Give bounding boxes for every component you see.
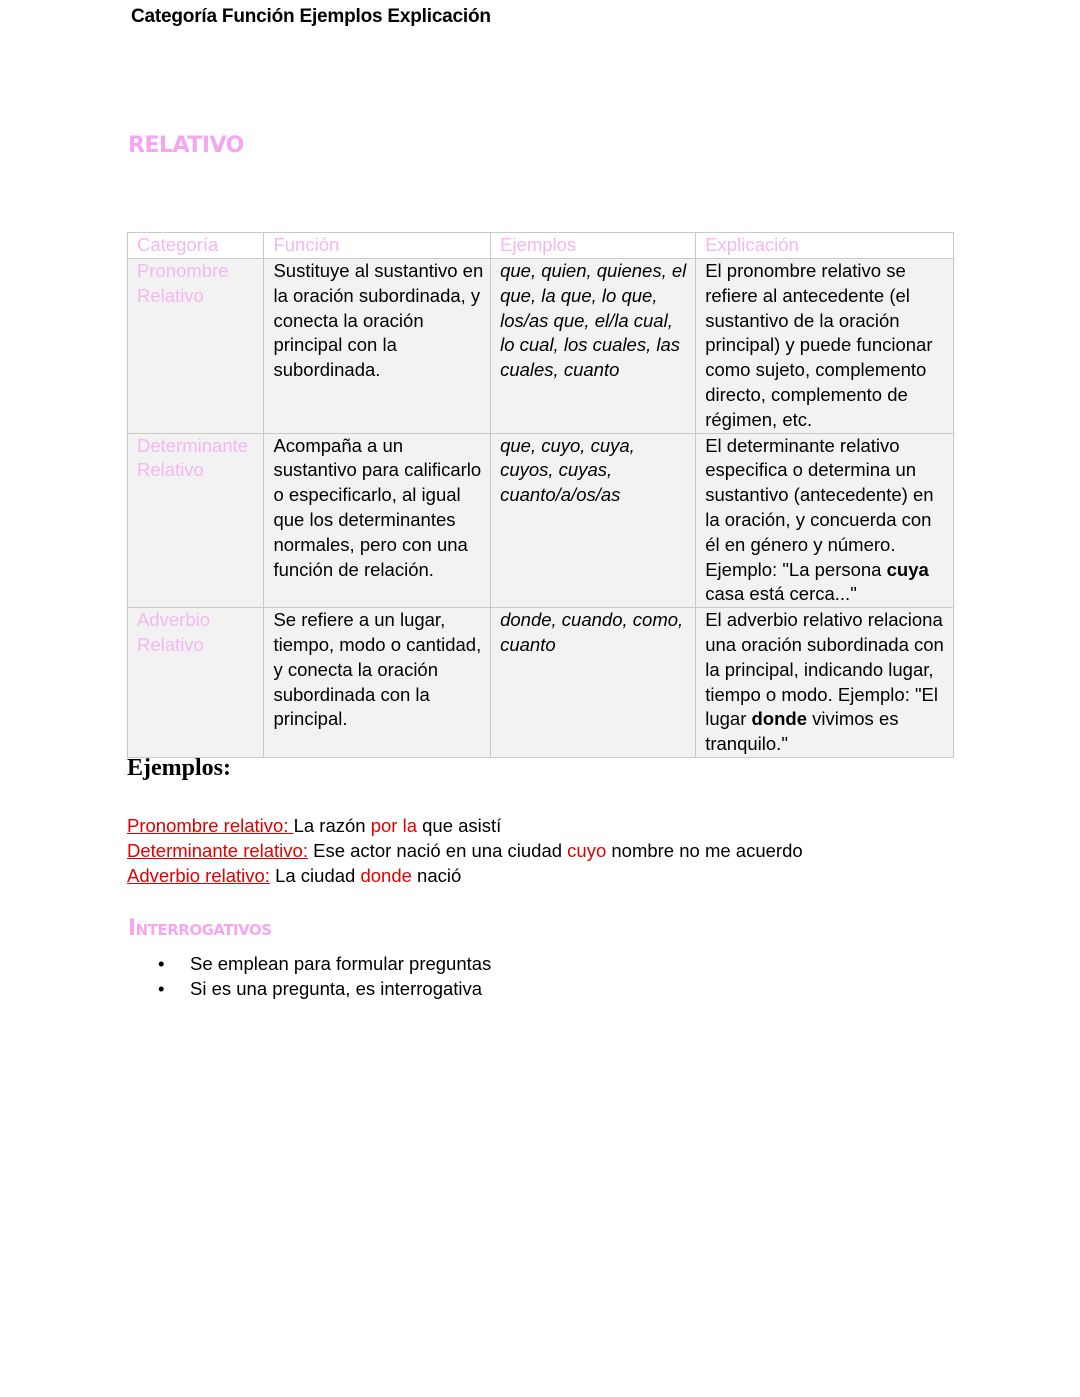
relativos-table <box>127 232 954 758</box>
list-item <box>127 952 491 977</box>
cell-funcion: Acompaña a un sustantivo para calificarlo o especificarlo, al igual que los determinantes normales, pero con una función de relación. <box>264 433 491 608</box>
example-line-determinante <box>127 838 803 863</box>
example-text: La razón <box>293 815 371 836</box>
bullet-icon: • <box>158 977 165 999</box>
example-highlight: cuyo <box>567 840 607 861</box>
cell-categoria: Pronombre Relativo <box>128 259 264 434</box>
explicacion-text: El determinante relativo especifica o determina un sustantivo (antecedente) en la oración, y concuerda con él en género y número. Ejemplo: "La persona <box>705 434 934 580</box>
header-explicacion: Explicación <box>696 233 954 259</box>
example-text: que asistí <box>417 815 502 836</box>
example-text: nació <box>411 865 462 886</box>
page-header: Categoría Función Ejemplos Explicación <box>131 6 491 27</box>
list-item <box>127 977 491 1002</box>
explicacion-bold-word: cuya <box>886 558 929 580</box>
header-funcion: Función <box>264 233 491 259</box>
cell-ejemplos: que, cuyo, cuya, cuyos, cuyas, cuanto/a/os/as <box>491 433 696 608</box>
cell-ejemplos: donde, cuando, como, cuanto <box>491 608 696 758</box>
example-label: Determinante relativo: <box>127 840 308 861</box>
interrogativos-bullet-list <box>127 952 491 1001</box>
cell-funcion: Se refiere a un lugar, tiempo, modo o cantidad, y conecta la oración subordinada con la principal. <box>264 608 491 758</box>
cell-explicacion: El pronombre relativo se refiere al antecedente (el sustantivo de la oración principal) y puede funcionar como sujeto, complemento directo, complemento de régimen, etc. <box>696 259 954 434</box>
section-title-relativo: RELATIVO <box>128 133 244 158</box>
header-ejemplos: Ejemplos <box>491 233 696 259</box>
ejemplos-heading: Ejemplos: <box>127 755 231 781</box>
example-highlight: donde <box>360 865 412 886</box>
list-item-text: Se emplean para formular preguntas <box>190 953 492 974</box>
example-highlight: por la <box>370 815 417 836</box>
example-line-adverbio <box>127 863 461 888</box>
example-line-pronombre <box>127 813 501 838</box>
example-label: Pronombre relativo: <box>127 815 294 836</box>
cell-explicacion <box>696 433 954 608</box>
header-categoria: Categoría <box>128 233 264 259</box>
example-text: nombre no me acuerdo <box>606 840 803 861</box>
explicacion-bold-word: donde <box>751 708 807 730</box>
example-text: Ese actor nació en una ciudad <box>307 840 568 861</box>
explicacion-text: casa está cerca..." <box>705 583 857 605</box>
example-label: Adverbio relativo: <box>127 865 270 886</box>
cell-categoria: Determinante Relativo <box>128 433 264 608</box>
explicacion-text: El adverbio relativo relaciona una oración subordinada con la principal, indicando lugar, tiempo o modo. Ejemplo: "El lugar <box>705 609 944 730</box>
example-text: La ciudad <box>269 865 361 886</box>
cell-funcion: Sustituye al sustantivo en la oración subordinada, y conecta la oración principal con la subordinada. <box>264 259 491 434</box>
table-header-row <box>128 233 954 259</box>
section-title-interrogativos: Interrogativos <box>128 916 272 941</box>
cell-categoria: Adverbio Relativo <box>128 608 264 758</box>
cell-explicacion <box>696 608 954 758</box>
table-row <box>128 259 954 434</box>
table-row <box>128 433 954 608</box>
explicacion-text: vivimos es tranquilo." <box>705 708 899 755</box>
bullet-icon: • <box>158 953 165 974</box>
list-item-text: Si es una pregunta, es interrogativa <box>190 977 483 999</box>
cell-ejemplos: que, quien, quienes, el que, la que, lo que, los/as que, el/la cual, lo cual, los cuales, las cuales, cuanto <box>491 259 696 434</box>
table-row <box>128 608 954 758</box>
